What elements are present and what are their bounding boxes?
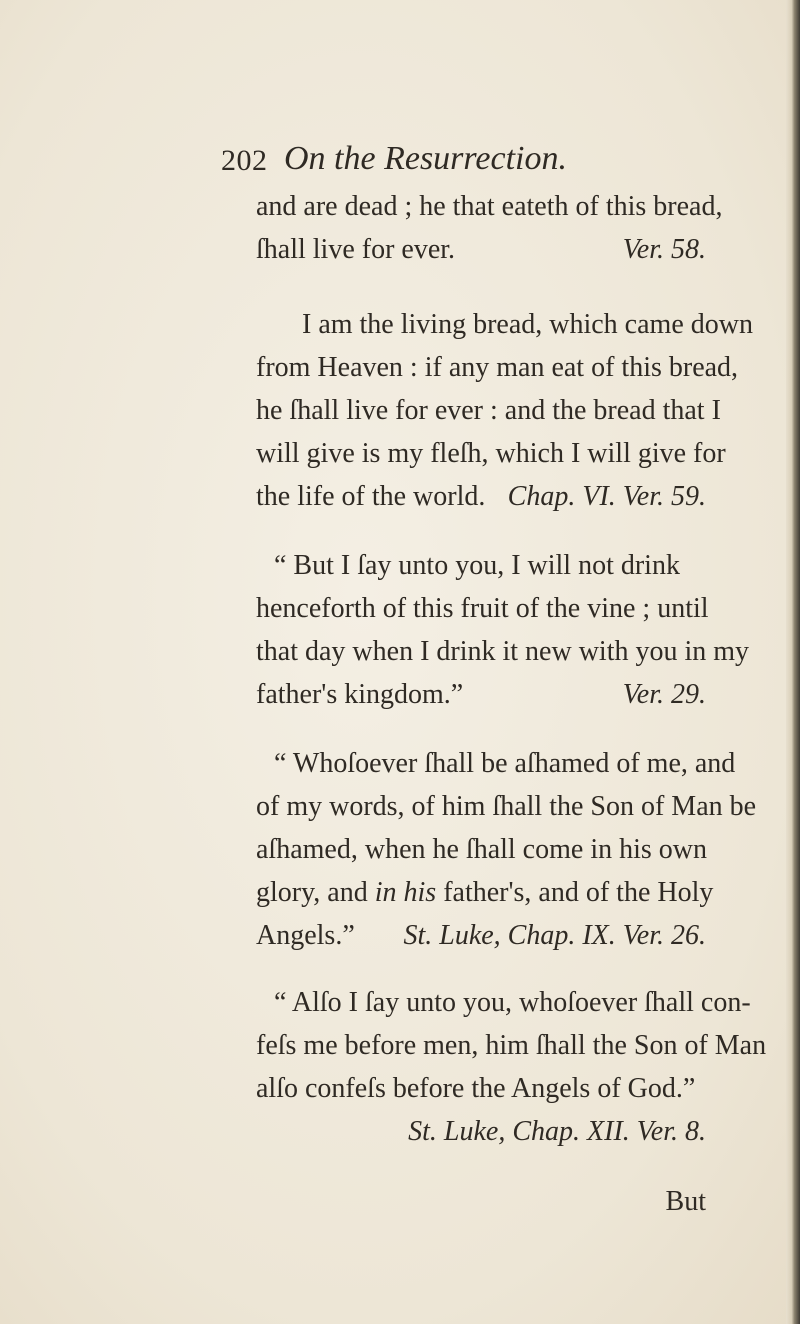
text-line: and are dead ; he that eateth of this bread,	[256, 191, 723, 222]
page-edge-shadow	[786, 0, 800, 1324]
text-line: aſhamed, when he ſhall come in his own	[256, 834, 707, 865]
text-line: of my words, of him ſhall the Son of Man be	[256, 791, 757, 822]
page-number: 202	[221, 144, 268, 177]
verse-reference: Ver. 29.	[622, 679, 706, 710]
text-line: I am the living bread, which came down	[302, 309, 753, 340]
text-line: father's kingdom.” Ver. 29.	[256, 677, 706, 713]
verse-reference: St. Luke, Chap. XII. Ver. 8.	[408, 1116, 706, 1147]
running-title: On the Resurrection.	[284, 140, 567, 177]
text-line: “ But I ſay unto you, I will not drink	[274, 550, 680, 581]
text-line: will give is my fleſh, which I will give for	[256, 438, 726, 469]
text-line: from Heaven : if any man eat of this bread,	[256, 352, 739, 383]
text-line: glory, and in his father's, and of the Holy	[256, 877, 714, 908]
page-header	[221, 140, 761, 184]
verse-reference: Ver. 58.	[622, 234, 706, 265]
text-line: the life of the world. Chap. VI. Ver. 59.	[256, 479, 706, 515]
text-line: ſhall live for ever. Ver. 58.	[256, 232, 706, 268]
text-line: “ Whoſoever ſhall be aſhamed of me, and	[274, 748, 736, 779]
text-line: henceforth of this fruit of the vine ; until	[256, 593, 709, 624]
text-line: “ Alſo I ſay unto you, whoſoever ſhall con-	[274, 987, 751, 1018]
verse-reference: Chap. VI. Ver. 59.	[507, 481, 706, 512]
text-line: Angels.” St. Luke, Chap. IX. Ver. 26.	[256, 918, 706, 954]
verse-reference: St. Luke, Chap. IX. Ver. 26.	[403, 920, 706, 951]
text-line: alſo confeſs before the Angels of God.”	[256, 1073, 696, 1104]
text-line: that day when I drink it new with you in my	[256, 636, 750, 667]
text-line: he ſhall live for ever : and the bread that I	[256, 395, 721, 426]
catchword: But	[665, 1186, 706, 1217]
text-line: feſs me before men, him ſhall the Son of Man	[256, 1030, 767, 1061]
